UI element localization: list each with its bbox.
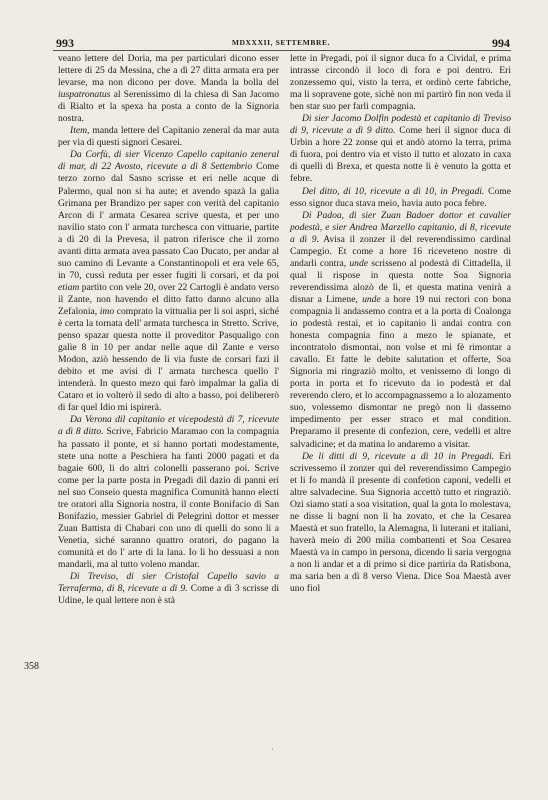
paragraph: Del ditto, di 10, ricevute a dì 10, in Pregadi. Come esso signor duca stava meio, havia auto poca febre. — [290, 185, 511, 209]
header-rule — [53, 50, 511, 51]
left-column — [58, 53, 279, 607]
right-column — [290, 53, 511, 595]
print-mark: · — [271, 745, 274, 754]
paragraph: Da Verona dil capitanio et vicepodestà di 7, ricevute a dì 8 ditto. Scrive, Fabricio Maramao con la compagnia ha passato il ponte, et si hanno portati modestamente, stete una notte a Peschiera ha fanti 2000 pagati et da bagaie 600, li do altri colonelli passerano poi. Scrive come per la parte posta in Pregadi dil dazio di panni eri nel suo Conseio questa magnifica Comunità hanno electi tre oratori alla Signoria nostra, il conte Bonifacio di San Bonifazio, messier Gabriel di Pelegrini dottor et messer Zuan Battista di Chabari con uno di quelli do sono li a Venetia, siché saranno quattro oratori, do pagano la comunità et do l' arte di la lana. Io li ho dessuasi a non mandarli, ma al tutto voleno mandar. — [58, 414, 279, 570]
page-number-right: 994 — [492, 36, 510, 50]
paragraph: De li ditti di 9, ricevute a dì 10 in Pregadi. Eri scrivessemo il zonzer qui del reverendissimo Campegio et li fo mandà il presente di confetion caponi, vedelli et altre salvadecine. Sua Signoria accettò tutto et ringraziò. Ozi siamo stati a soa visitation, qual la gota lo molestava, ne disse li bagni non li ha zovato, et che la Cesarea Maestà et suo fratello, la Alemagna, li luterani et italiani, haverà meio di 200 milia combattenti et Soa Cesarea Maestà va in campo in persona, dicendo li saria vergogna a non li andar et a di primo si dice partiria da Ratisbona, ma saria ben a dì 8 verso Viena. Dice Soa Maestà aver uno fiol — [290, 450, 511, 595]
running-title: MDXXXII, SETTEMBRE. — [231, 38, 331, 47]
paragraph: Di Treviso, di sier Cristofal Capello savio a Terraferma, di 8, ricevute a dì 9. Come a dì 3 scrisse di Udine, le qual lettere non è stà — [58, 571, 279, 607]
page-number-left: 993 — [56, 36, 74, 50]
paragraph: lette in Pregadi, poi il signor duca fo a Cividal, e prima intrasse circondò il loco di fora e poi dentro. Eri zonzessemo qui, visto la terra, et ordinò certe fabriche, ma li sopravene gote, sichè non mi partirò fin non veda il ben star suo per farli compagnia. — [290, 53, 511, 113]
paragraph: Item, manda lettere del Capitanio zeneral da mar auta per via di questi signori Cesarei. — [58, 125, 279, 149]
paragraph: Di Padoa, di sier Zuan Badoer dottor et cavalier podestà, e sier Andrea Marzello capitanio, di 8, ricevute a dì 9. Avisa il zonzer il del reverendissimo cardinal Campegio. Et come a hore 16 riceveteno nostre di andarli contra, unde scrisseno al podestà di Cittadella, il qual li rispose in questa notte Soa Signoria reverendissima alozò de lì, et questa matina venirà a disnar a Limene, unde a hore 19 nui rectori con bona compagnia li andassemo contra et a la porta di Coalonga io podestà restai, et io capitanio li andai contra con honesta compagnia fino a mezo le spianate, et incontratolo dismontai, non volse et mi fè rimontar a cavallo. Et fatte le debite salutation et offerte, Soa Signoria mi ringraziò molto, et venissemo di longo di porta in porta et fo ricevuto da io podestà et dal reverendo clero, et lo accompagnassemo a lo alozamento suo, volessemo dismontar ne pregò non li dassemo impedimento per esser straco et mal condition. Preparamo il presente di confezion, cere, vedelli et altre salvadicine; et da matina lo andaremo a visitar. — [290, 209, 511, 450]
page-header — [52, 36, 510, 50]
paragraph: veano lettere del Doria, ma per particulari dicono esser lettere di 25 da Messina, che a dì 27 ditta armata era per levarse, ma non dicono per dove. Manda la bolla del iuspatronatus al Serenissimo di la chiesa di San Jacomo di Rialto et la spexa ha posta a conto de la Signoria nostra. — [58, 53, 279, 125]
margin-number: 358 — [24, 661, 39, 672]
paragraph: Da Corfù, di sier Vicenzo Capello capitanio zeneral di mar, di 22 Avosto, ricevute a dì 8 Settembrio Come terzo zorno dal Sasno scrisse et eri nelle acque di Palermo, qual non si ha aute; et avendo spazà la galìa Grimana per Brandizo per saper con verità del capitanio Arcon di l' armata Cesarea scrive questa, et per uno navilio stato con l' armata turchesca con vittuarie, partite a dì 20 di la Prevesa, il patron riferisce che il zorno avanti ditta armata avea passato Cao Ducato, per andar al suo camino di Levante a Constantinopoli et era vele 65, in 70, cussì reduta per esser fugiti li corsari, et da poi etiam partito con vele 20, over 22 Cartogli è andato verso il Zante, non havendo el ditto fatto danno alcuno alla Zefalonia, imo comprato la vittualia per li soi aspri, siché è certa la tornata dell' armata turchesca in Stretto. Scrive, penso spazar questa notte il proveditor Pasqualigo con galìe 8 in 10 per andar nelle aque dil Zante e verso Modon, aziò hessendo de li via fuste de corsari fazi il debito et me avisi di l' armata turchesca quello l' intenderà. In questo mezo qui farò impalmar la galìa di Cataro et io volterò il sedo di alto a basso, poi delibererò di far quel Idio mi ispirerà. — [58, 149, 279, 414]
paragraph: Di sier Jacomo Dolfin podestà et capitanio di Treviso di 9, ricevute a dì 9 ditto. Come heri il signor duca di Urbin a hore 22 zonse qui et andò atorno la terra, prima di fuora, poi dentro via et visto il tutto et alozato in caxa di quelli di Brexa, et questa notte li è venuto la gotta et febre. — [290, 113, 511, 185]
